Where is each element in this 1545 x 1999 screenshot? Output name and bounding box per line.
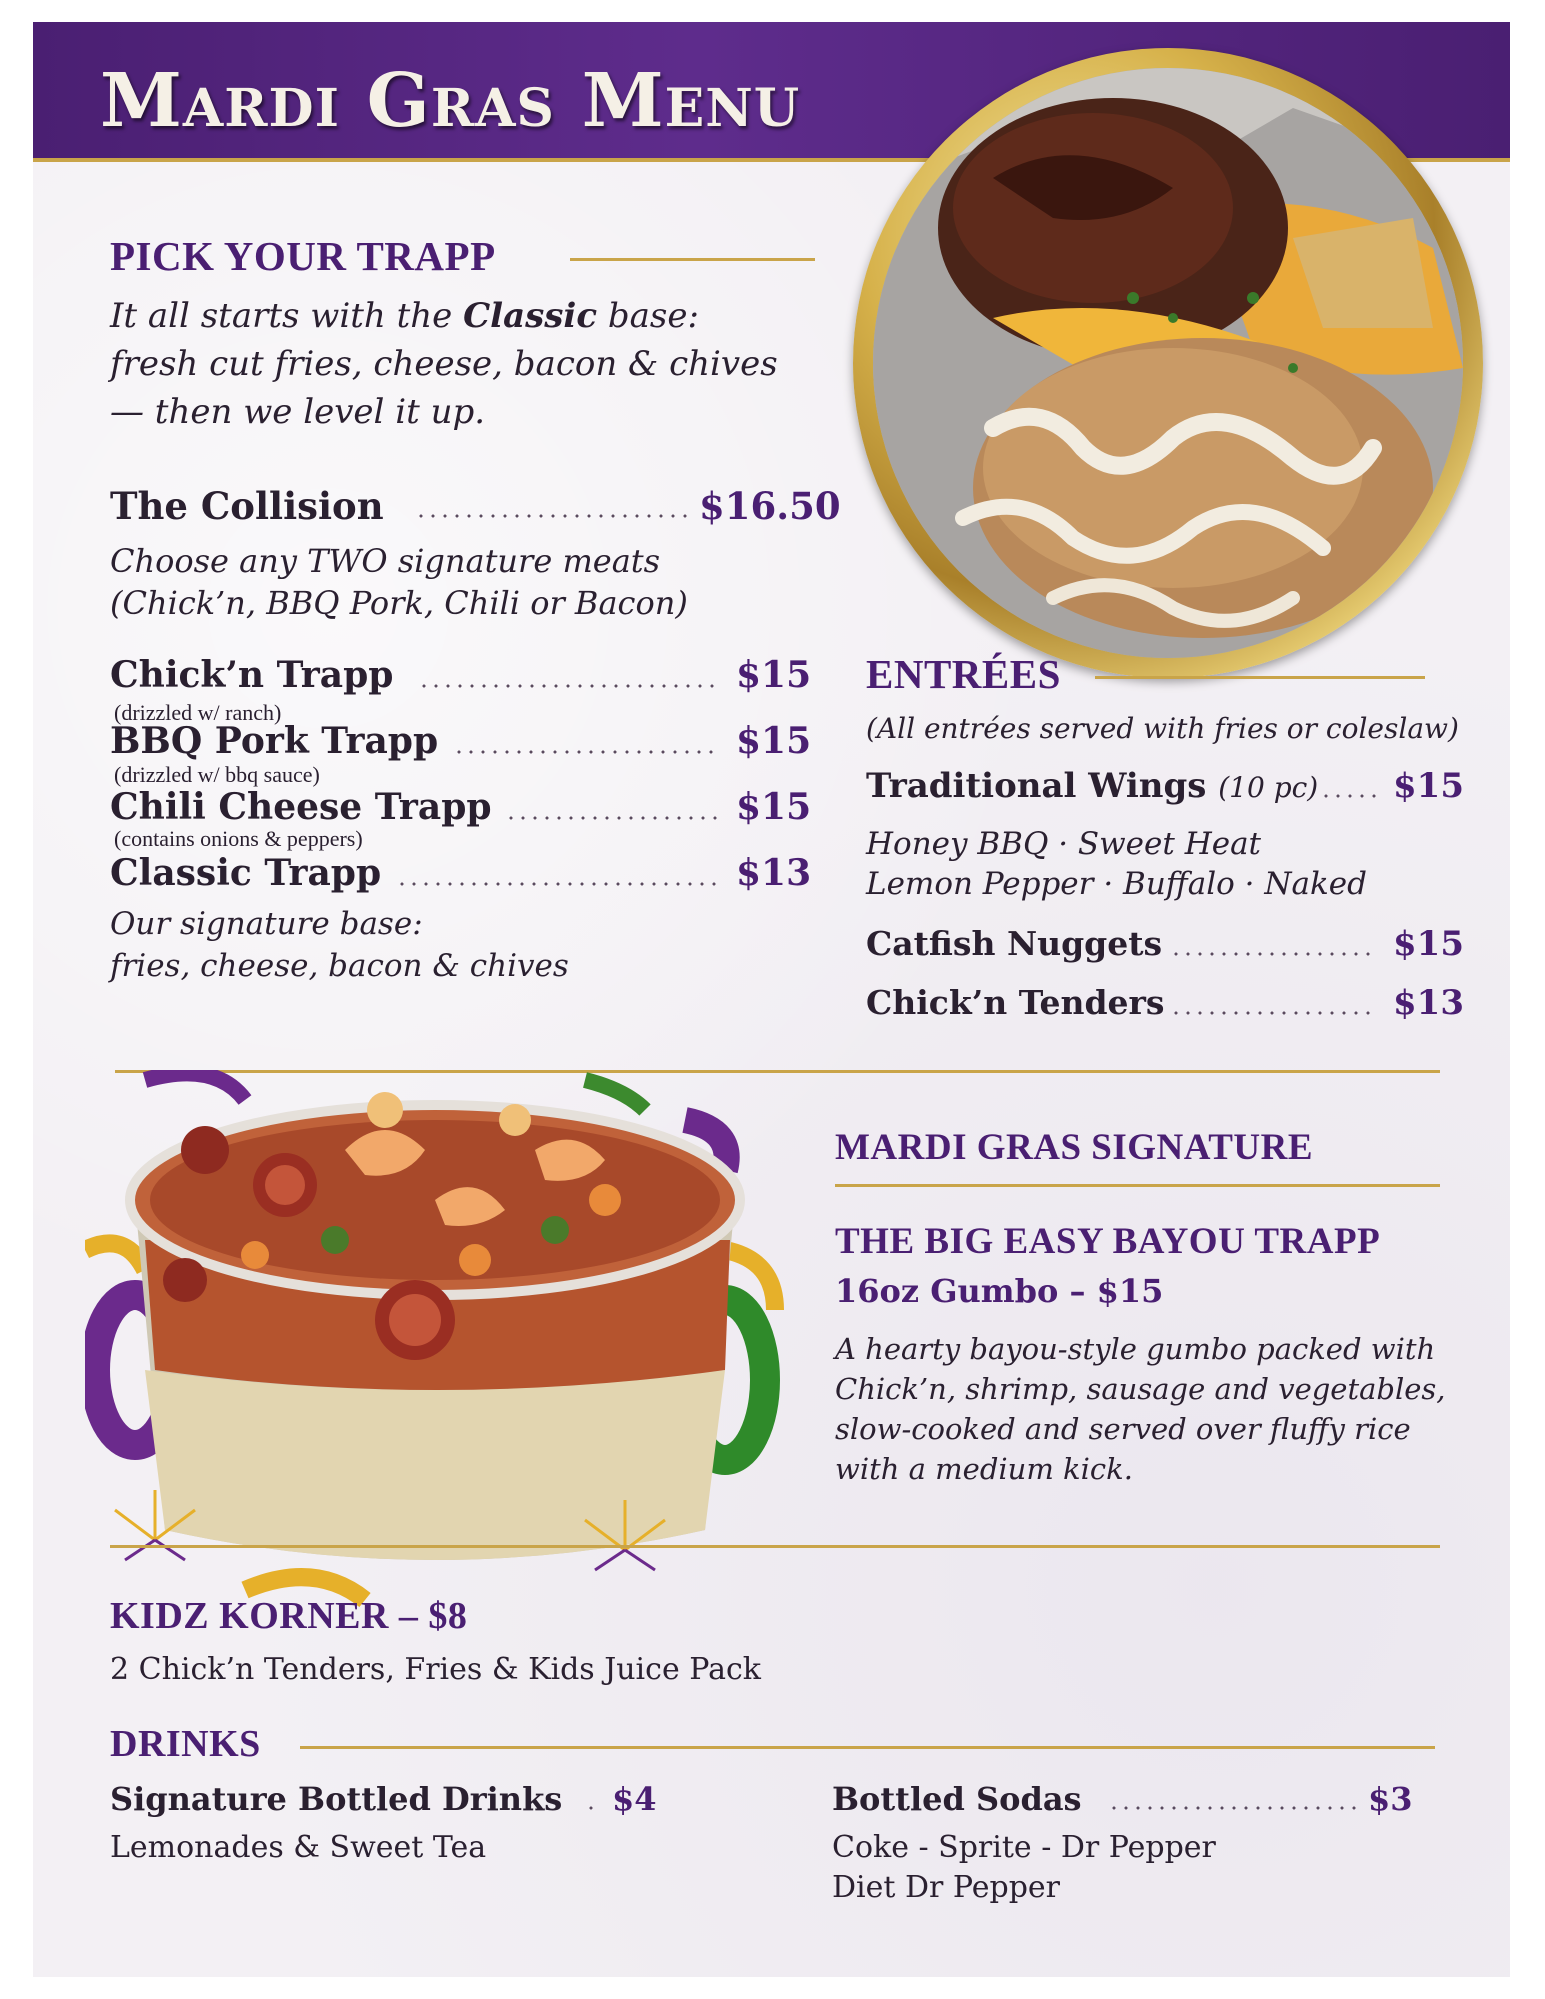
pick-trapp-rule [570,258,815,261]
entree-item-leader [1170,1011,1375,1015]
intro-text-pre: It all starts with the [110,296,464,336]
entrees-heading: ENTRÉES [866,651,1061,697]
trapp-item-price: $15 [736,786,812,828]
drink-signature-price: $4 [612,1780,657,1818]
drink-signature-desc: Lemonades & Sweet Tea [110,1830,487,1865]
drink-sodas-leader [1108,1806,1358,1810]
signature-desc-line3: slow-cooked and served over fluffy rice [835,1412,1411,1446]
drink-signature-name: Signature Bottled Drinks [110,1780,563,1818]
drink-signature-leader [585,1806,601,1810]
entrees-subtitle: (All entrées served with fries or coleslaw) [866,712,1459,745]
entree-item-price: $15 [1393,924,1464,964]
loaded-fries-photo [873,68,1463,658]
drink-sodas-desc-line1: Coke - Sprite - Dr Pepper [832,1830,1216,1865]
trapp-item-name: BBQ Pork Trapp [110,720,439,762]
trapp-item-note: (drizzled w/ ranch) [114,700,282,725]
trapp-item-note: (drizzled w/ bbq sauce) [114,762,320,787]
pick-trapp-intro-line1 [110,296,699,336]
drinks-rule [300,1746,1435,1749]
collision-price: $16.50 [699,484,841,528]
kidz-desc: 2 Chick’n Tenders, Fries & Kids Juice Pack [110,1652,761,1687]
trapp-item-leader [396,882,718,886]
intro-text-post: base: [597,296,699,336]
wings-flavors-line2: Lemon Pepper · Buffalo · Naked [866,866,1367,902]
signature-desc-line1: A hearty bayou-style gumbo packed with [835,1332,1436,1366]
collision-desc-line2: (Chick’n, BBQ Pork, Chili or Bacon) [110,584,688,622]
pick-trapp-heading: PICK YOUR TRAPP [110,233,496,279]
signature-item-subtitle: 16oz Gumbo – $15 [835,1272,1164,1310]
entrees-rule [1095,676,1425,679]
wings-leader [1320,794,1382,798]
wings-qty: (10 pc) [1218,771,1319,804]
page-title: Mardi Gras Menu [100,58,801,144]
trapp-photo-frame [853,48,1483,678]
collision-leader [415,514,695,518]
drink-sodas-name: Bottled Sodas [832,1780,1082,1818]
trapp-item-price: $15 [736,720,812,762]
pick-trapp-intro-line3: — then we level it up. [110,392,486,432]
trapp-item-price: $15 [736,654,812,696]
signature-item-name: THE BIG EASY BAYOU TRAPP [835,1221,1381,1262]
trapp-item-name: Chick’n Trapp [110,654,394,696]
collision-name: The Collision [110,484,384,528]
trapp-item-leader [453,750,718,754]
collision-desc-line1: Choose any TWO signature meats [110,542,661,580]
entree-item-price: $13 [1393,983,1464,1023]
wings-line [866,766,1318,806]
pick-trapp-intro-line2: fresh cut fries, cheese, bacon & chives [110,344,778,384]
trapp-item-name: Classic Trapp [110,852,382,894]
intro-text-classic: Classic [463,296,598,336]
signature-desc-line4: with a medium kick. [835,1452,1133,1486]
trapp-item-price: $13 [736,852,812,894]
entree-item-name: Catfish Nuggets [866,924,1163,963]
wings-name: Traditional Wings [866,766,1207,806]
trapp-item-name: Chili Cheese Trapp [110,786,492,828]
drink-sodas-desc-line2: Diet Dr Pepper [832,1870,1061,1905]
signature-desc-line2: Chick’n, shrimp, sausage and vegetables, [835,1372,1446,1406]
section-divider [110,1545,1440,1548]
trapp-item-note: (contains onions & peppers) [114,826,363,851]
signature-rule [835,1184,1440,1187]
wings-price: $15 [1393,766,1464,806]
drink-sodas-price: $3 [1368,1780,1413,1818]
classic-desc-line1: Our signature base: [110,906,423,942]
trapp-item-leader [505,816,718,820]
classic-desc-line2: fries, cheese, bacon & chives [110,948,569,984]
wings-flavors-line1: Honey BBQ · Sweet Heat [866,826,1262,862]
signature-heading: MARDI GRAS SIGNATURE [835,1127,1314,1168]
entree-item-name: Chick’n Tenders [866,983,1165,1022]
kidz-heading: KIDZ KORNER – $8 [110,1595,468,1637]
trapp-item-leader [418,684,718,688]
drinks-heading: DRINKS [110,1723,261,1765]
entree-item-leader [1170,952,1375,956]
